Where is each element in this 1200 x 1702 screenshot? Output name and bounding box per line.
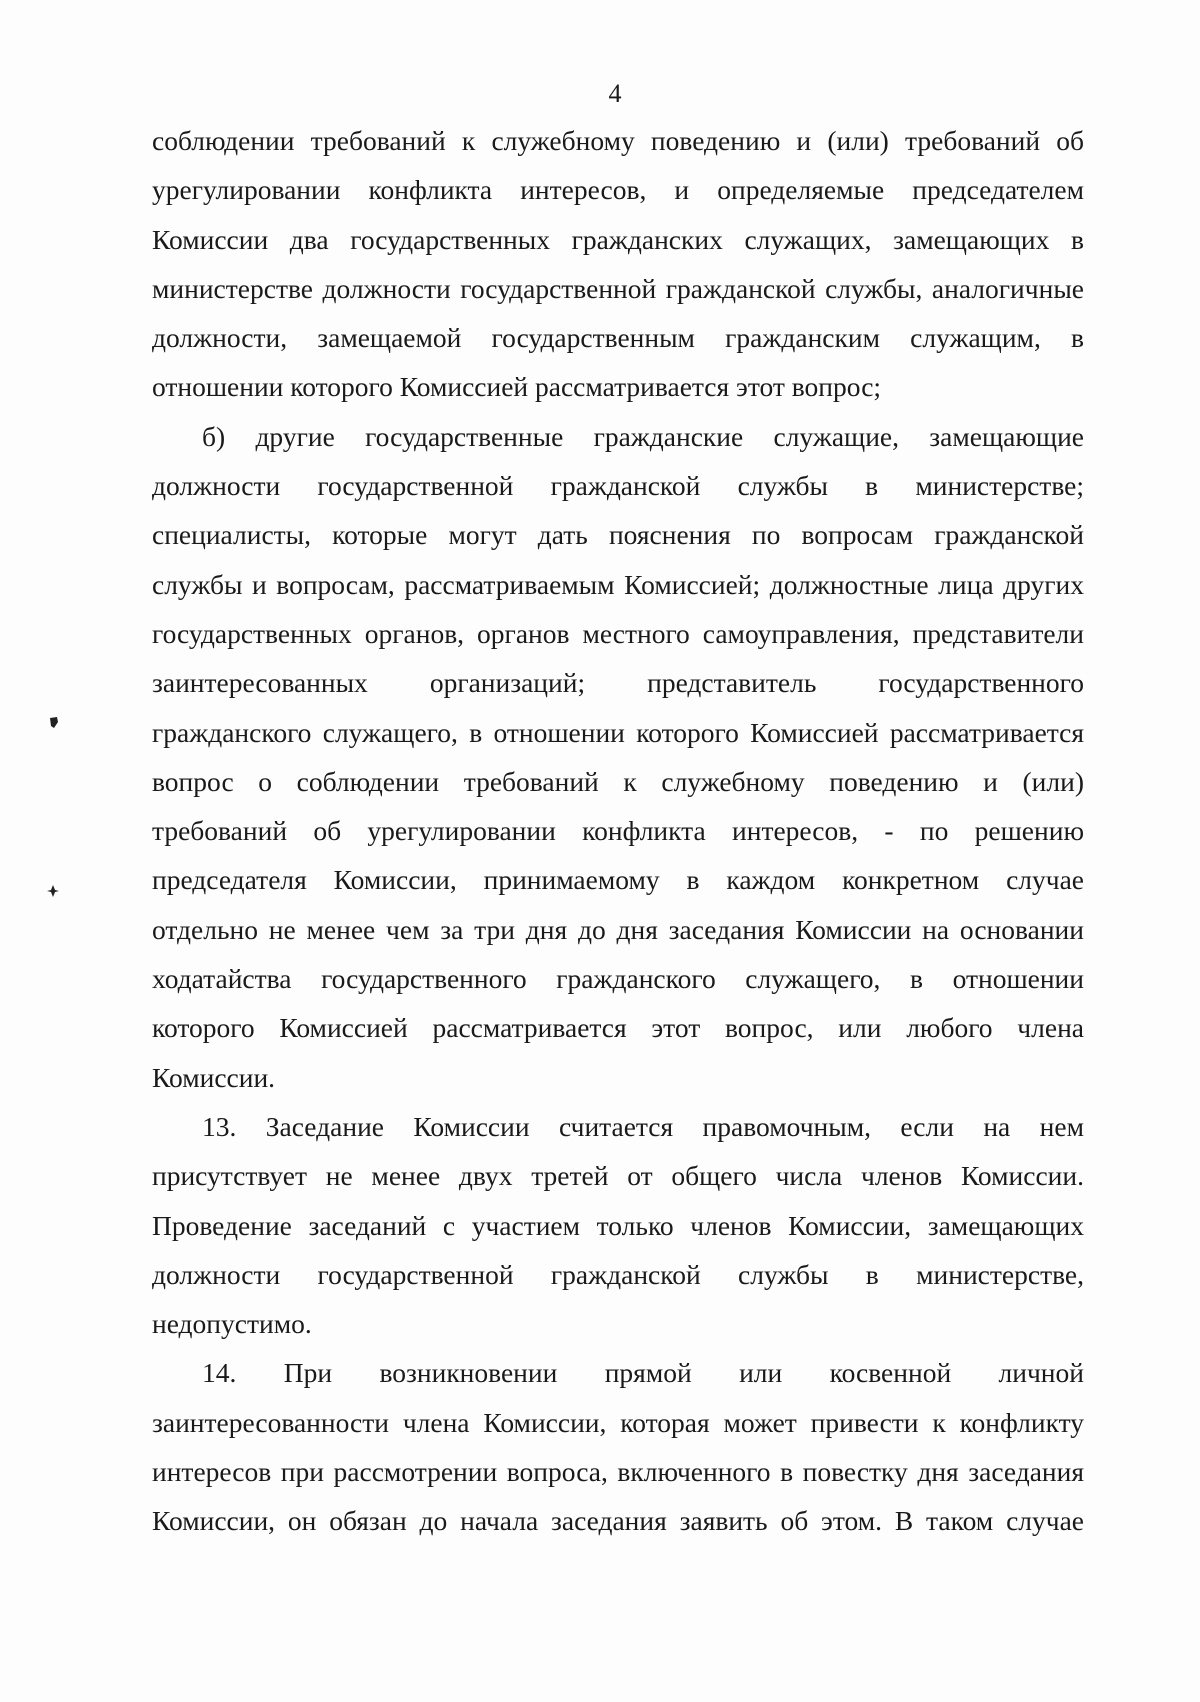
text-line: отношении которого Комиссией рассматривается этот вопрос;	[152, 371, 882, 403]
text-line: б) другие государственные гражданские служащие, замещающие	[202, 420, 1084, 452]
text-line: соблюдении требований к служебному поведению и (или) требований об	[152, 125, 1084, 156]
text-line: должности государственной гражданской службы в министерстве,	[152, 1258, 1084, 1290]
text-line: заинтересованных организаций; представитель государственного	[152, 667, 1084, 699]
text-line: интересов при рассмотрении вопроса, включенного в повестку дня заседания	[152, 1456, 1084, 1488]
text-line: 14. При возникновении прямой или косвенной личной	[202, 1357, 1084, 1389]
text-line: Комиссии два государственных гражданских служащих, замещающих в	[152, 223, 1084, 255]
page-number: 4	[608, 79, 622, 108]
text-line: председателя Комиссии, принимаемому в каждом конкретном случае	[152, 864, 1084, 896]
text-line: недопустимо.	[152, 1308, 312, 1340]
scan-speck-mark	[48, 716, 60, 730]
text-line: Комиссии.	[152, 1061, 276, 1093]
text-line: которого Комиссией рассматривается этот вопрос, или любого члена	[152, 1012, 1084, 1044]
text-line: требований об урегулировании конфликта интересов, - по решению	[152, 815, 1084, 847]
document-body	[152, 116, 1084, 1546]
text-line: должности, замещаемой государственным гражданским служащим, в	[152, 322, 1084, 354]
text-line: специалисты, которые могут дать пояснения по вопросам гражданской	[152, 519, 1084, 551]
text-line: заинтересованности члена Комиссии, которая может привести к конфликту	[152, 1406, 1084, 1438]
text-line: государственных органов, органов местного самоуправления, представители	[152, 617, 1084, 649]
text-line: министерстве должности государственной гражданской службы, аналогичные	[152, 272, 1084, 304]
text-line: урегулировании конфликта интересов, и определяемые председателем	[152, 174, 1084, 206]
text-line: гражданского служащего, в отношении которого Комиссией рассматривается	[152, 716, 1084, 748]
scan-speck-mark	[46, 884, 60, 898]
text-line: должности государственной гражданской службы в министерстве;	[152, 470, 1084, 502]
text-line: отдельно не менее чем за три дня до дня заседания Комиссии на основании	[152, 913, 1084, 945]
text-line: ходатайства государственного гражданского служащего, в отношении	[152, 963, 1084, 995]
text-line: Комиссии, он обязан до начала заседания заявить об этом. В таком случае	[152, 1505, 1084, 1537]
text-line: Проведение заседаний с участием только членов Комиссии, замещающих	[152, 1209, 1084, 1241]
text-line: 13. Заседание Комиссии считается правомочным, если на нем	[202, 1110, 1084, 1142]
text-line: присутствует не менее двух третей от общего числа членов Комиссии.	[152, 1160, 1084, 1192]
text-line: вопрос о соблюдении требований к служебному поведению и (или)	[152, 765, 1084, 797]
text-line: службы и вопросам, рассматриваемым Комиссией; должностные лица других	[152, 568, 1084, 600]
